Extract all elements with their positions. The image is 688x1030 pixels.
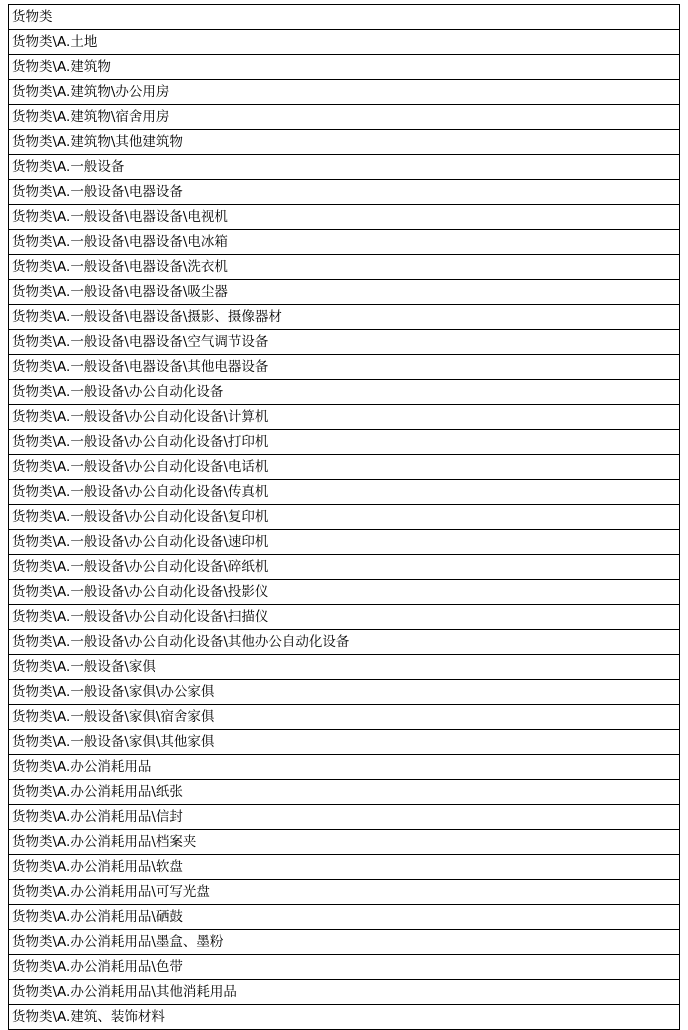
table-row <box>9 830 680 855</box>
category-path-cell: 货物类\A.一般设备\办公自动化设备\碎纸机 <box>9 555 680 580</box>
table-row <box>9 880 680 905</box>
category-path-cell: 货物类\A.一般设备\家俱\其他家俱 <box>9 730 680 755</box>
table-row <box>9 605 680 630</box>
category-path-cell: 货物类\A.一般设备\电器设备\摄影、摄像器材 <box>9 305 680 330</box>
table-row <box>9 405 680 430</box>
table-row <box>9 130 680 155</box>
category-path-cell: 货物类\A.一般设备\办公自动化设备\复印机 <box>9 505 680 530</box>
category-path-cell: 货物类\A.办公消耗用品\纸张 <box>9 780 680 805</box>
table-row <box>9 905 680 930</box>
category-path-cell: 货物类\A.办公消耗用品\硒鼓 <box>9 905 680 930</box>
table-row <box>9 705 680 730</box>
table-row <box>9 255 680 280</box>
table-row <box>9 155 680 180</box>
table-row <box>9 805 680 830</box>
table-row <box>9 5 680 30</box>
table-row <box>9 930 680 955</box>
category-path-cell: 货物类\A.一般设备\电器设备\电视机 <box>9 205 680 230</box>
table-row <box>9 55 680 80</box>
category-path-cell: 货物类\A.一般设备\电器设备 <box>9 180 680 205</box>
table-row <box>9 505 680 530</box>
category-path-cell: 货物类\A.一般设备\办公自动化设备\传真机 <box>9 480 680 505</box>
table-row <box>9 480 680 505</box>
table-row <box>9 655 680 680</box>
table-row <box>9 105 680 130</box>
table-row <box>9 955 680 980</box>
category-path-cell: 货物类\A.办公消耗用品\信封 <box>9 805 680 830</box>
category-path-cell: 货物类\A.建筑物\宿舍用房 <box>9 105 680 130</box>
table-row <box>9 530 680 555</box>
category-path-cell: 货物类\A.一般设备\电器设备\空气调节设备 <box>9 330 680 355</box>
category-table-body <box>9 5 680 1030</box>
category-path-cell: 货物类\A.土地 <box>9 30 680 55</box>
table-row <box>9 855 680 880</box>
table-row <box>9 205 680 230</box>
table-row <box>9 430 680 455</box>
table-row <box>9 755 680 780</box>
category-path-cell: 货物类\A.建筑物\办公用房 <box>9 80 680 105</box>
category-path-cell: 货物类\A.一般设备\家俱\宿舍家俱 <box>9 705 680 730</box>
table-row <box>9 980 680 1005</box>
category-path-cell: 货物类\A.一般设备\电器设备\电冰箱 <box>9 230 680 255</box>
category-path-cell: 货物类\A.建筑物\其他建筑物 <box>9 130 680 155</box>
table-row <box>9 780 680 805</box>
table-row <box>9 330 680 355</box>
category-path-cell: 货物类\A.一般设备\办公自动化设备\其他办公自动化设备 <box>9 630 680 655</box>
table-row <box>9 305 680 330</box>
category-path-cell: 货物类\A.一般设备\家俱\办公家俱 <box>9 680 680 705</box>
category-path-cell: 货物类\A.一般设备\办公自动化设备\速印机 <box>9 530 680 555</box>
category-path-cell: 货物类\A.办公消耗用品\色带 <box>9 955 680 980</box>
category-path-cell: 货物类\A.建筑物 <box>9 55 680 80</box>
table-row <box>9 580 680 605</box>
category-path-cell: 货物类\A.办公消耗用品\墨盒、墨粉 <box>9 930 680 955</box>
category-path-cell: 货物类\A.一般设备\办公自动化设备\扫描仪 <box>9 605 680 630</box>
table-row <box>9 630 680 655</box>
category-path-cell: 货物类\A.一般设备\办公自动化设备 <box>9 380 680 405</box>
category-path-cell: 货物类\A.办公消耗用品\软盘 <box>9 855 680 880</box>
category-path-cell: 货物类\A.一般设备 <box>9 155 680 180</box>
category-path-cell: 货物类\A.一般设备\家俱 <box>9 655 680 680</box>
category-path-cell: 货物类 <box>9 5 680 30</box>
category-path-cell: 货物类\A.一般设备\办公自动化设备\电话机 <box>9 455 680 480</box>
table-row <box>9 180 680 205</box>
category-path-cell: 货物类\A.一般设备\办公自动化设备\投影仪 <box>9 580 680 605</box>
table-row <box>9 30 680 55</box>
table-row <box>9 680 680 705</box>
table-row <box>9 355 680 380</box>
category-path-cell: 货物类\A.一般设备\办公自动化设备\打印机 <box>9 430 680 455</box>
category-path-cell: 货物类\A.一般设备\办公自动化设备\计算机 <box>9 405 680 430</box>
table-row <box>9 230 680 255</box>
table-row <box>9 80 680 105</box>
category-table <box>8 4 680 1030</box>
category-path-cell: 货物类\A.办公消耗用品\其他消耗用品 <box>9 980 680 1005</box>
category-path-cell: 货物类\A.建筑、装饰材料 <box>9 1005 680 1030</box>
table-row <box>9 730 680 755</box>
table-row <box>9 1005 680 1030</box>
category-path-cell: 货物类\A.办公消耗用品\档案夹 <box>9 830 680 855</box>
category-path-cell: 货物类\A.办公消耗用品 <box>9 755 680 780</box>
table-row <box>9 555 680 580</box>
category-path-cell: 货物类\A.一般设备\电器设备\洗衣机 <box>9 255 680 280</box>
category-path-cell: 货物类\A.一般设备\电器设备\吸尘器 <box>9 280 680 305</box>
table-row <box>9 280 680 305</box>
table-row <box>9 455 680 480</box>
table-row <box>9 380 680 405</box>
category-path-cell: 货物类\A.一般设备\电器设备\其他电器设备 <box>9 355 680 380</box>
category-path-cell: 货物类\A.办公消耗用品\可写光盘 <box>9 880 680 905</box>
